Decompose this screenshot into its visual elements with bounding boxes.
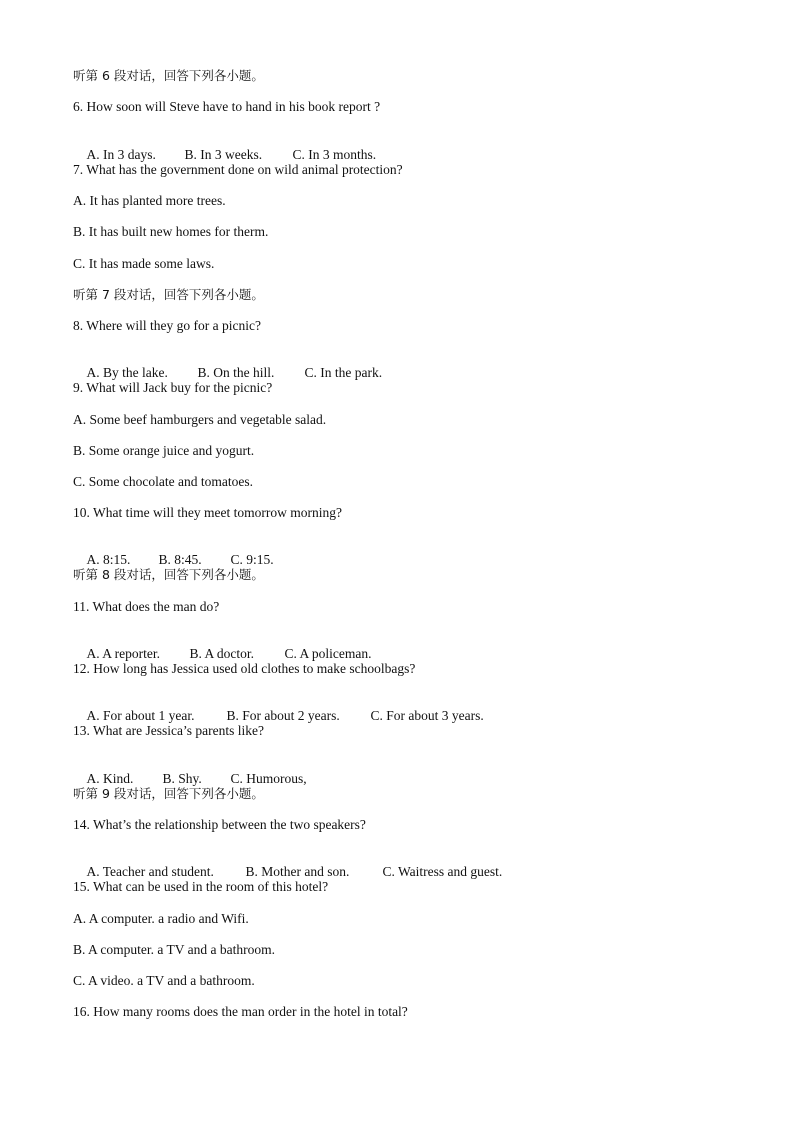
question-12: 12. How long has Jessica used old clothes to make schoolbags?: [73, 661, 416, 676]
option-15b: B. A computer. a TV and a bathroom.: [73, 942, 275, 957]
option-11a: A. A reporter.: [86, 646, 160, 661]
option-7b: B. It has built new homes for therm.: [73, 224, 269, 239]
option-12b: B. For about 2 years.: [226, 708, 340, 723]
section-6-header: 听第 6 段对话，回答下列各小题。: [73, 68, 264, 83]
option-6a: A. In 3 days.: [86, 147, 156, 162]
option-11b: B. A doctor.: [189, 646, 255, 661]
option-10a: A. 8:15.: [86, 552, 131, 567]
option-9c: C. Some chocolate and tomatoes.: [73, 474, 253, 489]
question-8: 8. Where will they go for a picnic?: [73, 318, 261, 333]
option-14a: A. Teacher and student.: [86, 864, 214, 879]
option-6b: B. In 3 weeks.: [184, 147, 263, 162]
option-8c: C. In the park.: [304, 365, 383, 380]
question-6: 6. How soon will Steve have to hand in his book report ?: [73, 99, 381, 114]
option-14c: C. Waitress and guest.: [382, 864, 503, 879]
question-16: 16. How many rooms does the man order in the hotel in total?: [73, 1004, 408, 1019]
question-13: 13. What are Jessica’s parents like?: [73, 723, 264, 738]
option-15a: A. A computer. a radio and Wifi.: [73, 911, 249, 926]
option-13b: B. Shy.: [162, 771, 202, 786]
option-9b: B. Some orange juice and yogurt.: [73, 443, 255, 458]
option-10b: B. 8:45.: [158, 552, 202, 567]
option-6c: C. In 3 months.: [292, 147, 377, 162]
question-9: 9. What will Jack buy for the picnic?: [73, 380, 273, 395]
option-11c: C. A policeman.: [284, 646, 372, 661]
option-12c: C. For about 3 years.: [370, 708, 484, 723]
option-9a: A. Some beef hamburgers and vegetable salad.: [73, 412, 327, 427]
question-15: 15. What can be used in the room of this hotel?: [73, 879, 329, 894]
section-7-header: 听第 7 段对话，回答下列各小题。: [73, 287, 264, 302]
option-8a: A. By the lake.: [86, 365, 168, 380]
option-13c: C. Humorous,: [230, 771, 307, 786]
option-7c: C. It has made some laws.: [73, 256, 215, 271]
option-14b: B. Mother and son.: [245, 864, 350, 879]
option-10c: C. 9:15.: [230, 552, 274, 567]
question-14: 14. What’s the relationship between the two speakers?: [73, 817, 366, 832]
option-7a: A. It has planted more trees.: [73, 193, 226, 208]
option-12a: A. For about 1 year.: [86, 708, 195, 723]
section-9-header: 听第 9 段对话，回答下列各小题。: [73, 786, 264, 801]
question-10: 10. What time will they meet tomorrow morning?: [73, 505, 342, 520]
option-13a: A. Kind.: [86, 771, 134, 786]
option-8b: B. On the hill.: [197, 365, 275, 380]
option-15c: C. A video. a TV and a bathroom.: [73, 973, 255, 988]
section-8-header: 听第 8 段对话，回答下列各小题。: [73, 567, 264, 582]
question-7: 7. What has the government done on wild animal protection?: [73, 162, 403, 177]
question-11: 11. What does the man do?: [73, 599, 220, 614]
